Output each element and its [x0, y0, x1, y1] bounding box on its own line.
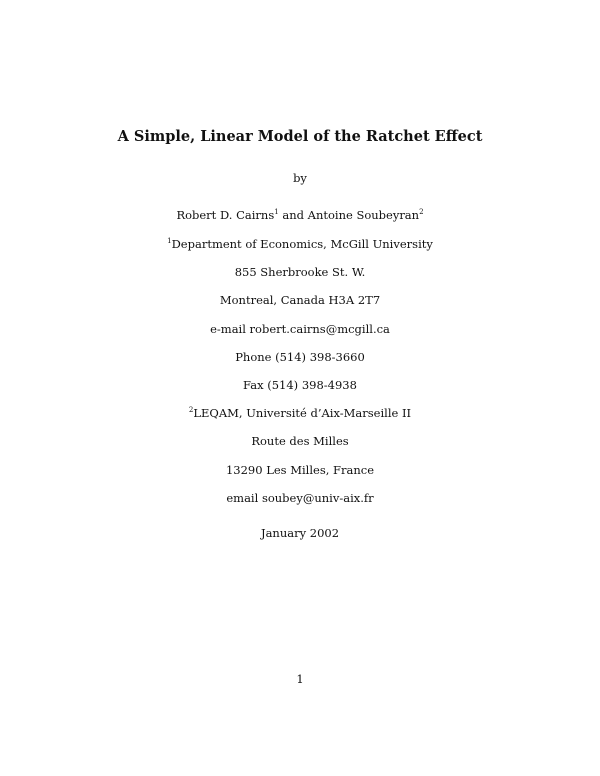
author-2-mark: 2 [419, 208, 424, 216]
affiliation-1-department-line [0, 237, 600, 251]
affiliation-1-fax: Fax (514) 398-4938 [243, 378, 357, 392]
affiliation-1-city: Montreal, Canada H3A 2T7 [219, 293, 381, 307]
affiliation-2-mark: 2 [188, 406, 194, 414]
affiliation-2-street: Route des Milles [251, 434, 349, 448]
affiliation-2-institution: LEQAM, Université d’Aix-Marseille II [193, 406, 412, 420]
paper-title: A Simple, Linear Model of the Ratchet Effect [117, 128, 483, 145]
affiliation-2-city: 13290 Les Milles, France [225, 463, 375, 477]
by-line: by [293, 171, 307, 185]
affiliation-1-phone: Phone (514) 398-3660 [235, 350, 365, 364]
author-connector: and [278, 208, 308, 222]
affiliation-1-department: Department of Economics, McGill University [171, 237, 433, 251]
author-2-name: Antoine Soubeyran [307, 208, 420, 222]
affiliation-1-street: 855 Sherbrooke St. W. [234, 265, 366, 279]
affiliation-1-email: e-mail robert.cairns@mcgill.ca [210, 322, 390, 336]
page-number: 1 [296, 672, 304, 686]
authors-line [0, 208, 600, 222]
author-1-mark: 1 [274, 208, 279, 216]
affiliation-2-email: email soubey@univ-aix.fr [226, 491, 374, 505]
publication-date: January 2002 [260, 526, 340, 540]
affiliation-1-mark: 1 [167, 237, 172, 245]
affiliation-2-institution-line [0, 406, 600, 420]
author-1-name: Robert D. Cairns [176, 208, 275, 222]
